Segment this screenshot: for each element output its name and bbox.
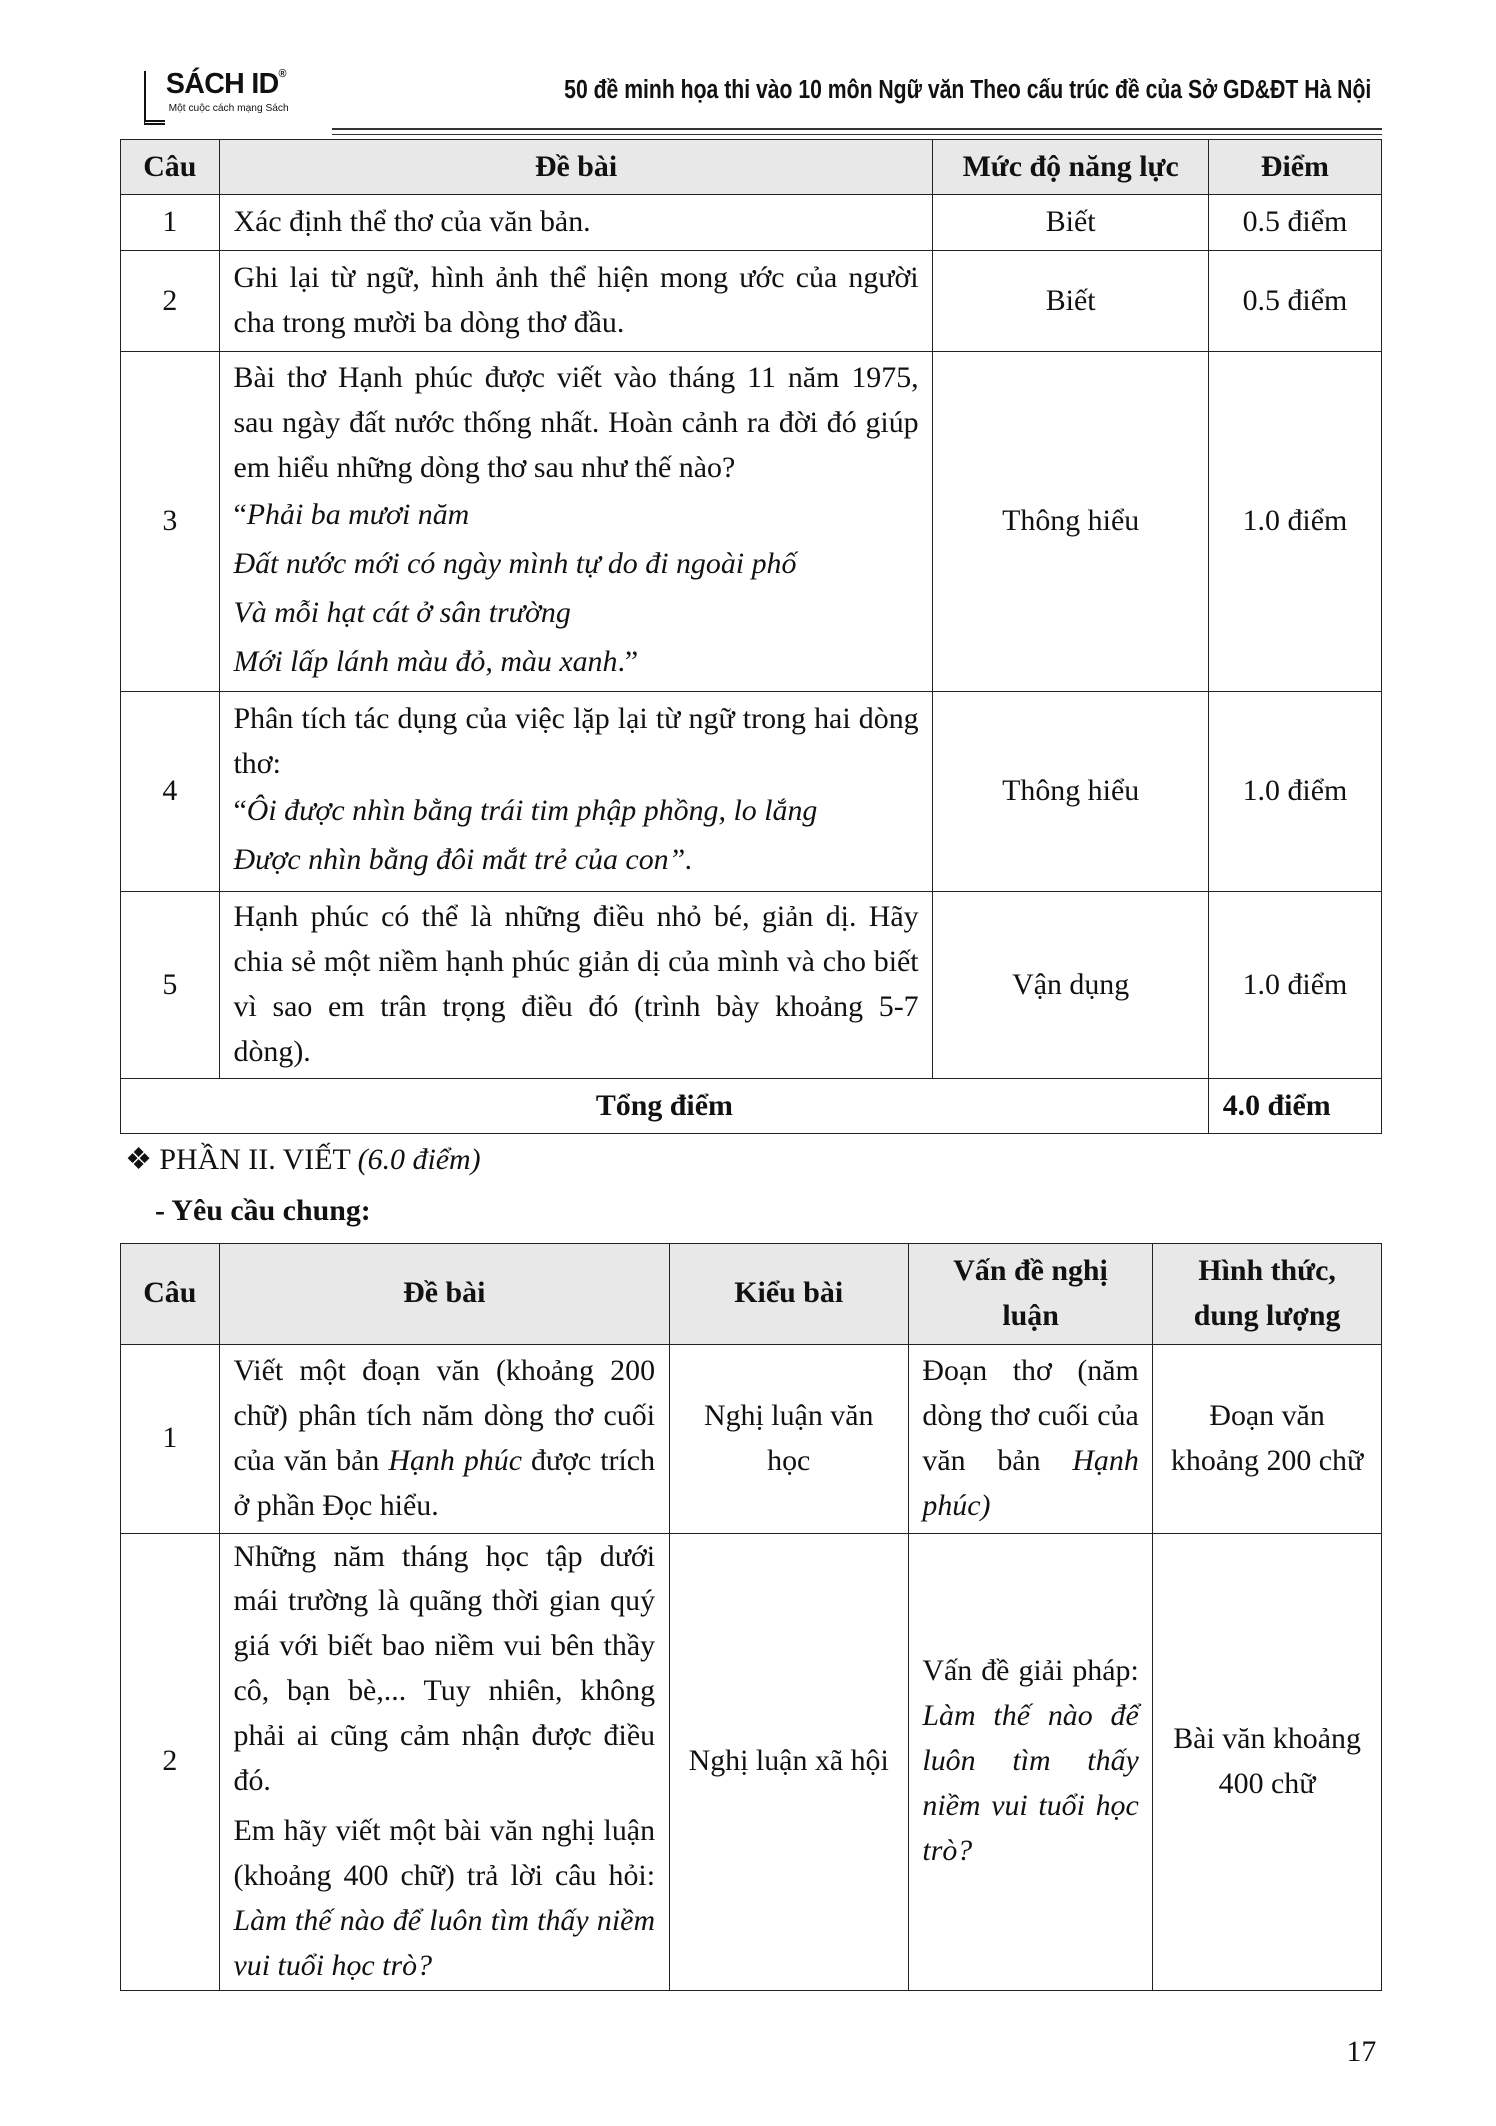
requirement-label: - Yêu cầu chung: bbox=[155, 1194, 371, 1228]
col-header: Đề bài bbox=[219, 1244, 669, 1345]
table-header-row bbox=[120, 1244, 1381, 1345]
score: 0.5 điểm bbox=[1209, 251, 1382, 352]
text-italic: Làm thế nào để luôn tìm thấy niềm vui tuổi học trò? bbox=[922, 1699, 1139, 1867]
logo-slogan: Một cuộc cách mạng Sách bbox=[168, 103, 289, 115]
col-header: Câu bbox=[120, 139, 219, 195]
level: Thông hiểu bbox=[933, 351, 1209, 691]
quote-mark: .” bbox=[617, 644, 639, 678]
question-number: 2 bbox=[120, 1533, 219, 1990]
table-header-row bbox=[120, 139, 1381, 195]
header-divider bbox=[332, 128, 1382, 135]
essay-type: Nghị luận văn học bbox=[669, 1344, 908, 1533]
col-header: Điểm bbox=[1209, 139, 1382, 195]
question-text bbox=[219, 691, 932, 891]
reading-table bbox=[120, 139, 1382, 1134]
writing-table bbox=[120, 1243, 1382, 1991]
question-text: Hạnh phúc có thể là những điều nhỏ bé, giản dị. Hãy chia sẻ một niềm hạnh phúc giản dị của mình và cho biết vì sao em trân trọng điều đó (trình bày khoảng 5-7 dòng). bbox=[219, 891, 932, 1079]
total-score: 4.0 điểm bbox=[1209, 1079, 1382, 1133]
section-title: PHẦN II. VIẾT bbox=[159, 1143, 358, 1177]
col-header: Mức độ năng lực bbox=[933, 139, 1209, 195]
table-row bbox=[120, 251, 1381, 352]
total-row bbox=[120, 1079, 1381, 1133]
table-row bbox=[120, 691, 1381, 891]
table-row bbox=[120, 1344, 1381, 1533]
question-text bbox=[219, 1344, 669, 1533]
essay-type: Nghị luận xã hội bbox=[669, 1533, 908, 1990]
poem-line: Đất nước mới có ngày mình tự do đi ngoài phố bbox=[233, 546, 797, 580]
poem-line: Được nhìn bằng đôi mắt trẻ của con”. bbox=[233, 843, 693, 877]
quote-mark: “ bbox=[233, 497, 247, 531]
level: Biết bbox=[933, 251, 1209, 352]
question-number: 5 bbox=[120, 891, 219, 1079]
question-number: 2 bbox=[120, 251, 219, 352]
table-row bbox=[120, 891, 1381, 1079]
page-number: 17 bbox=[1346, 2034, 1377, 2068]
section-points: (6.0 điểm) bbox=[357, 1143, 481, 1177]
table-row bbox=[120, 195, 1381, 251]
score: 1.0 điểm bbox=[1209, 351, 1382, 691]
paragraph bbox=[234, 1809, 656, 1989]
col-header: Đề bài bbox=[219, 139, 932, 195]
text-part: được trích ở phần Đọc hiểu. bbox=[233, 1443, 656, 1522]
question-number: 3 bbox=[120, 351, 219, 691]
col-header: Kiểu bài bbox=[669, 1244, 908, 1345]
quote-mark: “ bbox=[233, 794, 247, 828]
score: 1.0 điểm bbox=[1209, 891, 1382, 1079]
form-length: Bài văn khoảng 400 chữ bbox=[1153, 1533, 1381, 1990]
form-length: Đoạn văn khoảng 200 chữ bbox=[1153, 1344, 1381, 1533]
text-italic: Hạnh phúc) bbox=[922, 1443, 1139, 1522]
text-part: Vấn đề giải pháp: bbox=[922, 1654, 1139, 1688]
level: Biết bbox=[933, 195, 1209, 251]
question-number: 4 bbox=[120, 691, 219, 891]
diamond-bullet-icon: ❖ bbox=[125, 1143, 152, 1177]
text-italic: Làm thế nào để luôn tìm thấy niềm vui tuổi học trò? bbox=[233, 1904, 656, 1982]
table-row bbox=[120, 1533, 1381, 1990]
section-heading bbox=[125, 1142, 480, 1177]
question-text bbox=[219, 351, 932, 691]
text-part: Viết một đoạn văn (khoảng 200 chữ) phân tích năm dòng thơ cuối của văn bản bbox=[233, 1353, 656, 1477]
col-header: Câu bbox=[120, 1244, 219, 1345]
text-italic: Hạnh phúc bbox=[388, 1443, 522, 1477]
total-label: Tổng điểm bbox=[120, 1079, 1208, 1133]
question-prompt: Phân tích tác dụng của việc lặp lại từ ngữ trong hai dòng thơ: bbox=[233, 702, 919, 781]
logo-reg: ® bbox=[278, 67, 286, 80]
level: Vận dụng bbox=[933, 891, 1209, 1079]
sach-id-logo bbox=[141, 65, 318, 122]
text-part: Đoạn thơ (năm dòng thơ cuối của văn bản bbox=[922, 1353, 1139, 1477]
level: Thông hiểu bbox=[933, 691, 1209, 891]
paragraph: Những năm tháng học tập dưới mái trường là quãng thời gian quý giá với biết bao niềm vui bên thầy cô, bạn bè,... Tuy nhiên, không phải ai cũng cảm nhận được điều đó. bbox=[233, 1539, 656, 1797]
text-part: Em hãy viết một bài văn nghị luận (khoảng 400 chữ) trả lời câu hỏi: bbox=[233, 1814, 656, 1893]
header-title: 50 đề minh họa thi vào 10 môn Ngữ văn Theo cấu trúc đề của Sở GD&ĐT Hà Nội bbox=[563, 76, 1371, 105]
poem-line: Ôi được nhìn bằng trái tim phập phồng, lo lắng bbox=[246, 794, 818, 828]
col-header: Hình thức, dung lượng bbox=[1153, 1244, 1381, 1345]
issue bbox=[908, 1533, 1153, 1990]
col-header: Vấn đề nghị luận bbox=[908, 1244, 1153, 1345]
logo-brand: SÁCH ID bbox=[165, 67, 279, 100]
poem-line: Phải ba mươi năm bbox=[246, 497, 470, 531]
question-text: Xác định thể thơ của văn bản. bbox=[219, 195, 932, 251]
question-text bbox=[219, 1533, 669, 1990]
poem-line: Mới lấp lánh màu đỏ, màu xanh bbox=[233, 644, 618, 678]
question-number: 1 bbox=[120, 1344, 219, 1533]
score: 1.0 điểm bbox=[1209, 691, 1382, 891]
poem-line: Và mỗi hạt cát ở sân trường bbox=[233, 595, 571, 629]
book-icon bbox=[144, 71, 165, 125]
table-row bbox=[120, 351, 1381, 691]
question-text: Ghi lại từ ngữ, hình ảnh thể hiện mong ước của người cha trong mười ba dòng thơ đầu. bbox=[219, 251, 932, 352]
question-prompt: Bài thơ Hạnh phúc được viết vào tháng 11 năm 1975, sau ngày đất nước thống nhất. Hoàn cảnh ra đời đó giúp em hiểu những dòng thơ sau như thế nào? bbox=[233, 361, 919, 484]
question-number: 1 bbox=[120, 195, 219, 251]
issue bbox=[908, 1344, 1153, 1533]
score: 0.5 điểm bbox=[1209, 195, 1382, 251]
